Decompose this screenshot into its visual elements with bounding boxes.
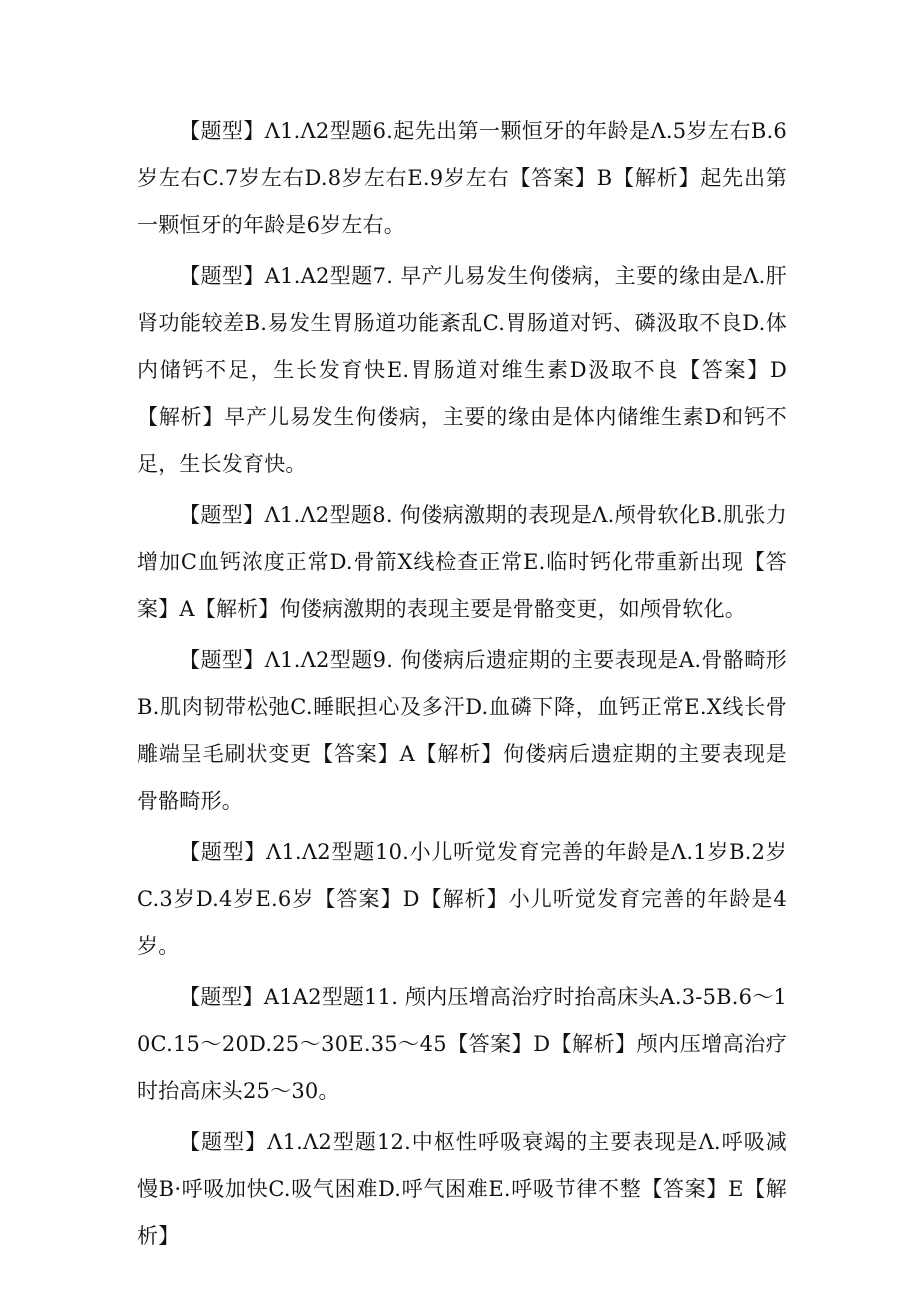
question-9-paragraph: 【题型】Λ1.Λ2型题9. 佝偻病后遗症期的主要表现是A.骨骼畸形B.肌肉韧带松弛C.睡眠担心及多汗D.血磷下降，血钙正常E.X线长骨雕端呈毛刷状变更【答案】A【解析】佝偻病后遗症期的主要表现是骨骼畸形。 — [137, 648, 787, 813]
question-6-paragraph: 【题型】Λ1.Λ2型题6.起先出第一颗恒牙的年龄是Λ.5岁左右B.6岁左右C.7岁左右D.8岁左右E.9岁左右【答案】B【解析】起先出第一颗恒牙的年龄是6岁左右。 — [137, 119, 787, 237]
question-7-paragraph: 【题型】A1.A2型题7. 早产儿易发生佝偻病，主要的缘由是Λ.肝肾功能较差B.易发生胃肠道功能紊乱C.胃肠道对钙、磷汲取不良D.体内储钙不足，生长发育快E.胃肠道对维生素D汲取不良【答案】D【解析】早产儿易发生佝偻病，主要的缘由是体内储维生素D和钙不足，生长发育快。 — [137, 264, 787, 476]
question-10-paragraph: 【题型】Λ1.Λ2型题10.小儿听觉发育完善的年龄是Λ.1岁B.2岁C.3岁D.4岁E.6岁【答案】D【解析】小儿听觉发育完善的年龄是4岁。 — [137, 840, 787, 958]
question-8-paragraph: 【题型】Λ1.Λ2型题8. 佝偻病激期的表现是Λ.颅骨软化B.肌张力增加C血钙浓度正常D.骨箭X线检查正常E.临时钙化带重新出现【答案】A【解析】佝偻病激期的表现主要是骨骼变更，如颅骨软化。 — [137, 503, 787, 621]
question-11-paragraph: 【题型】A1A2型题11. 颅内压增高治疗时抬高床头A.3-5B.6～10C.15～20D.25～30E.35～45【答案】D【解析】颅内压增高治疗时抬高床头25～30。 — [137, 985, 787, 1103]
question-12-paragraph: 【题型】Λ1.Λ2型题12.中枢性呼吸衰竭的主要表现是Λ.呼吸减慢B·呼吸加快C.吸气困难D.呼气困难E.呼吸节律不整【答案】E【解析】 — [137, 1130, 787, 1248]
